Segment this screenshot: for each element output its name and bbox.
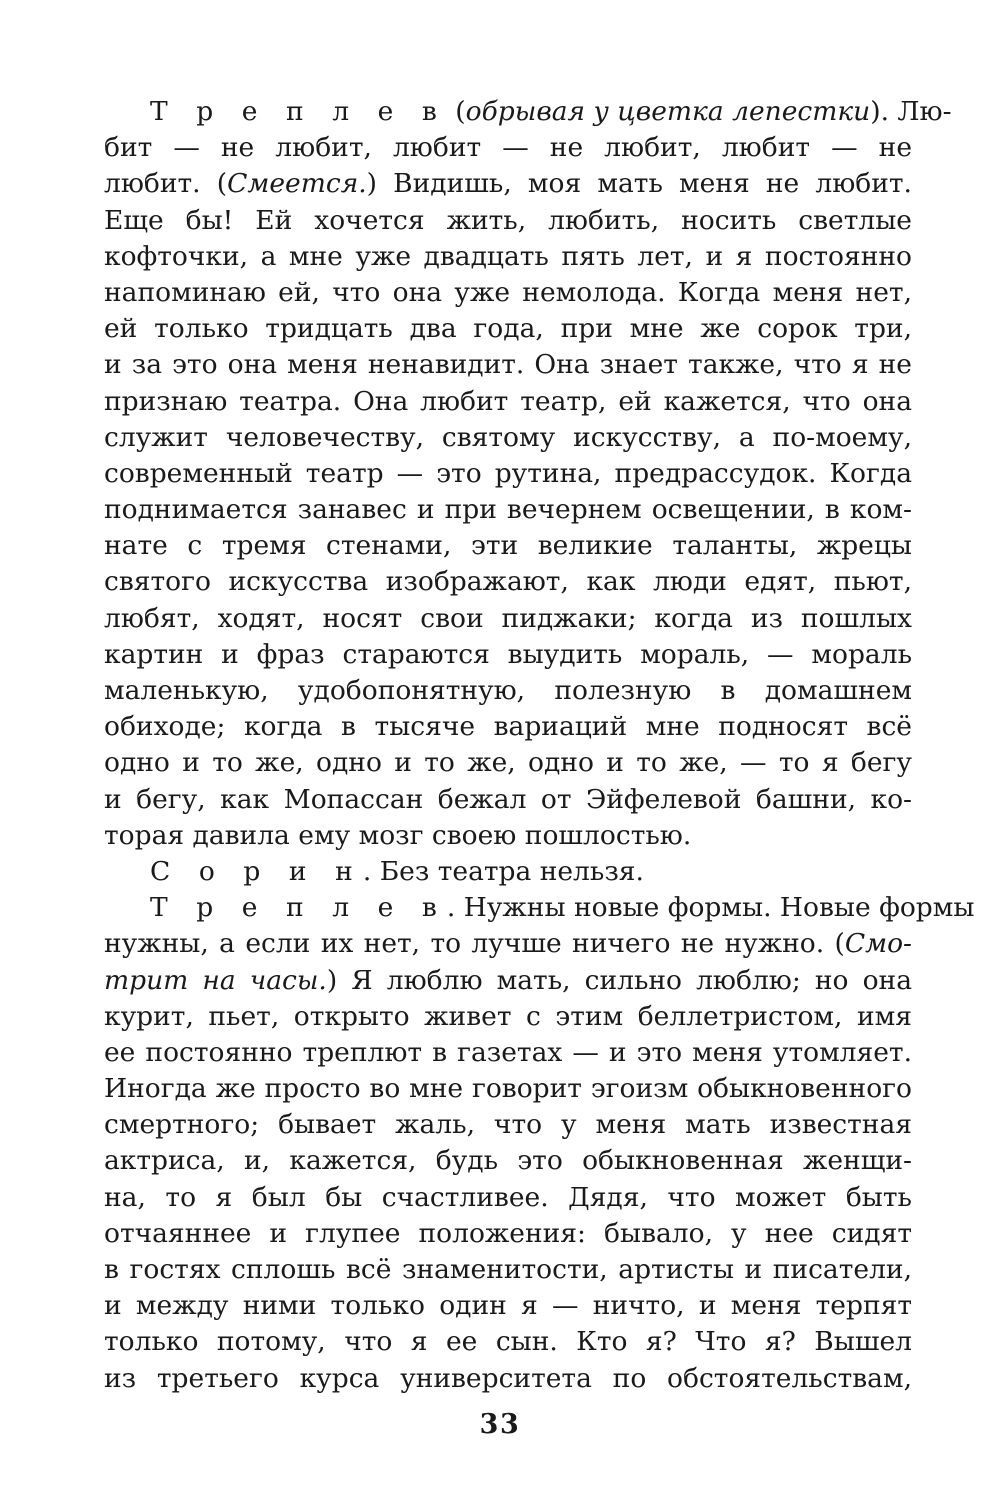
text-line: курит, пьет, открыто живет с этим беллетристом, имя	[104, 1000, 912, 1032]
play-text	[104, 94, 975, 1397]
text-line: Еще бы! Ей хочется жить, любить, носить светлые	[104, 204, 912, 236]
text-line: ее постоянно треплют в газетах — и это меня утомляет.	[104, 1036, 912, 1068]
text-line: любят, ходят, носят свои пиджаки; когда из пошлых	[104, 602, 912, 634]
text-line: маленькую, удобопонятную, полезную в домашнем	[104, 675, 912, 706]
text-line: трит на часы.) Я люблю мать, сильно люблю; но она	[104, 964, 912, 996]
stage-direction: Смо-	[844, 928, 912, 960]
text-line: современный театр — это рутина, предрассудок. Когда	[104, 457, 912, 489]
text-line: одно и то же, одно и то же, одно и то же, — то я бегу	[104, 747, 912, 779]
text-line: святого искусства изображают, как люди едят, пьют,	[104, 566, 912, 598]
stage-direction: Смеется.	[227, 168, 367, 200]
page-number: 33	[479, 1409, 521, 1440]
text-line: только потому, что я ее сын. Кто я? Что я? Вышел	[104, 1326, 912, 1358]
text-line: С о р и н. Без театра нельзя.	[150, 855, 644, 887]
text-line: Иногда же просто во мне говорит эгоизм обыкновенного	[104, 1073, 912, 1105]
speaker-name-sorin: С о р и н	[150, 855, 363, 887]
text-line: картин и фраз стараются выудить мораль, — мораль	[104, 638, 912, 670]
text-line: и бегу, как Мопассан бежал от Эйфелевой башни, ко-	[104, 783, 912, 815]
speaker-name-treplev: Т р е п л е в	[150, 96, 447, 127]
text-line: смертного; бывает жаль, что у меня мать известная	[104, 1109, 912, 1141]
text-line: и за это она меня ненавидит. Она знает также, что я не	[104, 349, 912, 381]
text-line: ей только тридцать два года, при мне же сорок три,	[104, 313, 912, 345]
text-line: обиходе; когда в тысяче вариаций мне подносят всё	[104, 711, 912, 743]
text-line: бит — не любит, любит — не любит, любит — не	[104, 132, 912, 164]
text-line: нужны, а если их нет, то лучше ничего не нужно. (Смо-	[104, 928, 912, 960]
text-line: Т р е п л е в. Нужны новые формы. Новые формы	[150, 892, 975, 924]
text-line: отчаяннее и глупее положения: бывало, у нее сидят	[104, 1217, 912, 1249]
stage-direction: обрывая у цветка лепестки	[465, 96, 871, 127]
text-line: Т р е п л е в (обрывая у цветка лепестки). Лю-	[150, 96, 952, 127]
text-line: из третьего курса университета по обстоятельствам,	[104, 1362, 912, 1394]
stage-direction: трит на часы.	[104, 964, 327, 996]
text-line: на, то я был бы счастливее. Дядя, что может быть	[104, 1181, 912, 1213]
text-line: поднимается занавес и при вечернем освещении, в ком-	[104, 494, 912, 526]
text-line: кофточки, а мне уже двадцать пять лет, и я постоянно	[104, 240, 912, 272]
text-line: торая давила ему мозг своею пошлостью.	[104, 819, 692, 851]
text-line: актриса, и, кажется, будь это обыкновенная женщи-	[104, 1145, 912, 1177]
text-line: служит человечеству, святому искусству, а по-моему,	[104, 421, 912, 453]
text-line: признаю театра. Она любит театр, ей кажется, что она	[104, 385, 912, 417]
text-line: и между ними только один я — ничто, и меня терпят	[104, 1290, 912, 1322]
text-line: в гостях сплошь всё знаменитости, артисты и писатели,	[104, 1254, 912, 1285]
text-line: напоминаю ей, что она уже немолода. Когда меня нет,	[104, 276, 912, 308]
text-line: любит. (Смеется.) Видишь, моя мать меня не любит.	[104, 168, 912, 200]
text-line: нате с тремя стенами, эти великие таланты, жрецы	[104, 530, 912, 562]
speaker-name-treplev: Т р е п л е в	[150, 892, 447, 924]
